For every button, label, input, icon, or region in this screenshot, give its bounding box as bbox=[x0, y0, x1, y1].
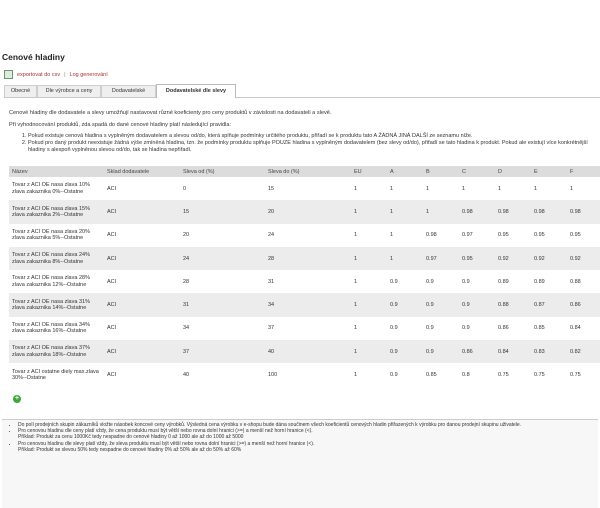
table-cell: ACI bbox=[104, 247, 180, 270]
rules-heading: Při vyhodnocování produktů, zda spadá do dané cenové hladiny platí následující pravidla: bbox=[9, 122, 232, 128]
page-title: Cenové hladiny bbox=[2, 52, 65, 62]
table-cell: 0.92 bbox=[567, 247, 600, 270]
note-example: Příklad: Produkt za cenu 1000Kč tedy nespadne do cenové hladiny 0 až 1000 ale až do 1000 až 5000 bbox=[18, 434, 244, 441]
table-cell: 0.98 bbox=[423, 224, 459, 247]
table-cell: 40 bbox=[265, 340, 351, 363]
table-cell: 0.86 bbox=[567, 293, 600, 316]
tab-supplier-by-discount[interactable]: Dodavatelské dle slevy bbox=[156, 84, 236, 98]
table-cell: 24 bbox=[180, 247, 265, 270]
table-cell: 0.9 bbox=[387, 340, 423, 363]
tab-general[interactable]: Obecné bbox=[4, 85, 37, 97]
table-cell: 40 bbox=[180, 363, 265, 386]
export-csv-link[interactable]: exportovat do csv bbox=[17, 71, 61, 78]
table-cell: 1 bbox=[531, 177, 567, 200]
note-item bbox=[18, 428, 600, 440]
col-discount-to-header[interactable]: Sleva do (%) bbox=[265, 166, 351, 177]
table-cell: 15 bbox=[180, 200, 265, 223]
table-cell: 0.9 bbox=[423, 270, 459, 293]
rule-item: 2. Pokud pro daný produkt neexistuje žádná výše zmíněná hladina, tzn. že podmínky produktu splňuje POUZE hladina s vyplněným dodavatelem (bez slevy od/do), přiřadí se tato hladina k produkt. Pokud ale existují více konkrétnější hladiny s alespoň vyplněnou slevou od/do, tak se hladina nepřiřadí. bbox=[28, 140, 598, 154]
table-cell: 0.9 bbox=[459, 317, 495, 340]
table-cell: 24 bbox=[265, 224, 351, 247]
rules-list bbox=[16, 133, 598, 154]
cell-name[interactable]: Tovar z ACI OE nasa zlava 15% zlava zakaznika 2%--Ostatne bbox=[9, 200, 104, 223]
table-cell: 1 bbox=[351, 317, 387, 340]
table-cell: 0.9 bbox=[387, 293, 423, 316]
table-cell: 0.84 bbox=[495, 340, 531, 363]
table-cell: ACI bbox=[104, 317, 180, 340]
table-cell: 20 bbox=[265, 200, 351, 223]
price-levels-table bbox=[9, 166, 600, 387]
table-cell: 0.75 bbox=[567, 363, 600, 386]
table-cell: 0.97 bbox=[459, 224, 495, 247]
table-cell: 0.87 bbox=[531, 293, 567, 316]
note-item bbox=[18, 441, 600, 453]
table-cell: 20 bbox=[180, 224, 265, 247]
table-cell: 0.95 bbox=[459, 247, 495, 270]
note-text: Pro cenovou hladinu dle slevy platí vždy, že sleva produktu musí být větší nebo rovna dolní hranici (>=) a menší než horní hranice (<). bbox=[18, 440, 315, 447]
table-cell: 31 bbox=[180, 293, 265, 316]
col-eu-header[interactable]: EU bbox=[351, 166, 387, 177]
table-cell: 0.98 bbox=[495, 200, 531, 223]
table-cell: 1 bbox=[387, 200, 423, 223]
table-cell: 0.95 bbox=[531, 224, 567, 247]
cell-name[interactable]: Tovar z ACI OE nasa zlava 24% zlava zakaznika 8%--Ostatne bbox=[9, 247, 104, 270]
table-cell: 0.9 bbox=[459, 293, 495, 316]
table-cell: 1 bbox=[351, 293, 387, 316]
col-d-header[interactable]: D bbox=[495, 166, 531, 177]
table-row[interactable] bbox=[9, 363, 600, 386]
col-discount-from-header[interactable]: Sleva od (%) bbox=[180, 166, 265, 177]
table-cell: 34 bbox=[265, 293, 351, 316]
col-e-header[interactable]: E bbox=[531, 166, 567, 177]
table-cell: 0.98 bbox=[531, 200, 567, 223]
table-cell: 0 bbox=[180, 177, 265, 200]
table-cell: 0.8 bbox=[459, 363, 495, 386]
table-cell: 0.9 bbox=[387, 270, 423, 293]
table-cell: 28 bbox=[265, 247, 351, 270]
table-cell: 0.85 bbox=[423, 363, 459, 386]
csv-icon bbox=[4, 70, 13, 79]
intro-text: Cenové hladiny dle dodavatele a slevy umožňují nastavovat různé koeficienty pro ceny produktů v závislosti na dodavateli a slevě. bbox=[9, 110, 332, 116]
table-cell: ACI bbox=[104, 177, 180, 200]
table-cell: 0.82 bbox=[567, 340, 600, 363]
link-separator: | bbox=[64, 71, 66, 78]
action-links bbox=[4, 70, 108, 79]
table-cell: ACI bbox=[104, 363, 180, 386]
table-row[interactable] bbox=[9, 200, 600, 223]
table-cell: 0.98 bbox=[459, 200, 495, 223]
table-cell: 0.83 bbox=[531, 340, 567, 363]
add-row-button[interactable]: + bbox=[14, 395, 20, 402]
table-cell: 0.89 bbox=[531, 270, 567, 293]
table-cell: 0.9 bbox=[423, 317, 459, 340]
cell-name[interactable]: Tovar z ACI OE nasa zlava 34% zlava zakaznika 16%--Ostatne bbox=[9, 317, 104, 340]
col-c-header[interactable]: C bbox=[459, 166, 495, 177]
table-cell: 0.95 bbox=[567, 224, 600, 247]
table-cell: 0.9 bbox=[459, 270, 495, 293]
table-cell: 37 bbox=[265, 317, 351, 340]
cell-name[interactable]: Tovar z ACI OE nasa zlava 37% zlava zakaznika 18%--Ostatne bbox=[9, 340, 104, 363]
table-cell: ACI bbox=[104, 224, 180, 247]
col-f-header[interactable]: F bbox=[567, 166, 600, 177]
table-cell: ACI bbox=[104, 293, 180, 316]
table-cell: 0.92 bbox=[495, 247, 531, 270]
table-cell: 1 bbox=[423, 200, 459, 223]
table-cell: 0.88 bbox=[567, 270, 600, 293]
col-a-header[interactable]: A bbox=[387, 166, 423, 177]
table-row[interactable] bbox=[9, 317, 600, 340]
tab-by-manufacturer-price[interactable]: Dle výrobce a ceny bbox=[37, 85, 101, 97]
table-cell: 0.98 bbox=[567, 200, 600, 223]
table-cell: 100 bbox=[265, 363, 351, 386]
table-cell: 0.9 bbox=[387, 317, 423, 340]
table-row[interactable] bbox=[9, 224, 600, 247]
tab-bar bbox=[4, 84, 600, 98]
table-cell: 1 bbox=[567, 177, 600, 200]
table-cell: 0.9 bbox=[423, 340, 459, 363]
table-cell: 0.75 bbox=[531, 363, 567, 386]
col-name-header[interactable]: Název bbox=[9, 166, 104, 177]
table-cell: ACI bbox=[104, 200, 180, 223]
generation-log-link[interactable]: Log generování bbox=[69, 71, 108, 78]
table-row[interactable] bbox=[9, 293, 600, 316]
table-cell: 34 bbox=[180, 317, 265, 340]
table-cell: 1 bbox=[423, 177, 459, 200]
table-cell: 1 bbox=[459, 177, 495, 200]
table-cell: 1 bbox=[351, 177, 387, 200]
table-cell: 1 bbox=[351, 200, 387, 223]
rule-item: 1. Pokud existuje cenová hladina s vyplněným dodavatelem a slevou od/do, která splňuje podmínky určitého produktu, přiřadí se k produktu tato A ŽÁDNÁ JINÁ DALŠÍ ze seznamu níže. bbox=[28, 133, 598, 140]
table-row[interactable] bbox=[9, 270, 600, 293]
table-cell: 1 bbox=[387, 177, 423, 200]
table-row[interactable] bbox=[9, 177, 600, 200]
table-cell: 1 bbox=[351, 270, 387, 293]
cell-name[interactable]: Tovar z ACI OE nasa zlava 31% zlava zakaznika 14%--Ostatne bbox=[9, 293, 104, 316]
table-cell: ACI bbox=[104, 340, 180, 363]
notes-list bbox=[10, 422, 600, 453]
table-cell: 31 bbox=[265, 270, 351, 293]
table-cell: 0.92 bbox=[531, 247, 567, 270]
table-cell: 1 bbox=[387, 247, 423, 270]
note-text: Do polí prodejních skupin zákazníků vložte násobek koncové ceny výrobků. Výsledná cena výrobku v e-shopu bude dána součinem všech koeficientů cenových hladin přiřazených k výrobku pro danou prodejní skupinu uživatele. bbox=[18, 422, 522, 428]
col-b-header[interactable]: B bbox=[423, 166, 459, 177]
table-cell: 0.9 bbox=[387, 363, 423, 386]
table-cell: 0.97 bbox=[423, 247, 459, 270]
table-cell: 0.88 bbox=[495, 293, 531, 316]
table-cell: 37 bbox=[180, 340, 265, 363]
table-row[interactable] bbox=[9, 247, 600, 270]
table-cell: 1 bbox=[387, 224, 423, 247]
table-cell: 28 bbox=[180, 270, 265, 293]
table-cell: 1 bbox=[351, 224, 387, 247]
table-cell: 0.89 bbox=[495, 270, 531, 293]
table-cell: 1 bbox=[495, 177, 531, 200]
table-cell: 15 bbox=[265, 177, 351, 200]
table-cell: 0.86 bbox=[459, 340, 495, 363]
table-cell: 0.84 bbox=[567, 317, 600, 340]
table-cell: 1 bbox=[351, 247, 387, 270]
table-cell: 0.85 bbox=[531, 317, 567, 340]
cell-name[interactable]: Tovar z ACI OE nasa zlava 20% zlava zakaznika 5%--Ostatne bbox=[9, 224, 104, 247]
note-text: Pro cenovou hladinu dle ceny platí vždy, že cena produktu musí být větší nebo rovna dolní hranici (>=) a menší než horní hranice (<). bbox=[18, 428, 313, 435]
table-cell: 0.86 bbox=[495, 317, 531, 340]
cell-name[interactable]: Tovar z ACI ostatne diely max.zlava 30%--Ostatne bbox=[9, 363, 104, 386]
note-example: Příklad: Produkt se slevou 50% tedy nespadne do cenové hladiny 0% až 50% ale až do 50% až 60% bbox=[18, 446, 242, 453]
table-cell: 0.9 bbox=[423, 293, 459, 316]
table-cell: 1 bbox=[351, 340, 387, 363]
table-cell: ACI bbox=[104, 270, 180, 293]
table-cell: 1 bbox=[351, 363, 387, 386]
col-warehouse-header[interactable]: Sklad dodavatele bbox=[104, 166, 180, 177]
table-cell: 0.75 bbox=[495, 363, 531, 386]
tab-supplier[interactable]: Dodavatelské bbox=[101, 85, 156, 97]
table-header bbox=[9, 166, 600, 177]
cell-name[interactable]: Tovar z ACI OE nasa zlava 28% zlava zakaznika 12%--Ostatne bbox=[9, 270, 104, 293]
cell-name[interactable]: Tovar z ACI OE nasa zlava 10% zlava zakaznika 0%--Ostatne bbox=[9, 177, 104, 200]
table-cell: 0.95 bbox=[495, 224, 531, 247]
table-row[interactable] bbox=[9, 340, 600, 363]
